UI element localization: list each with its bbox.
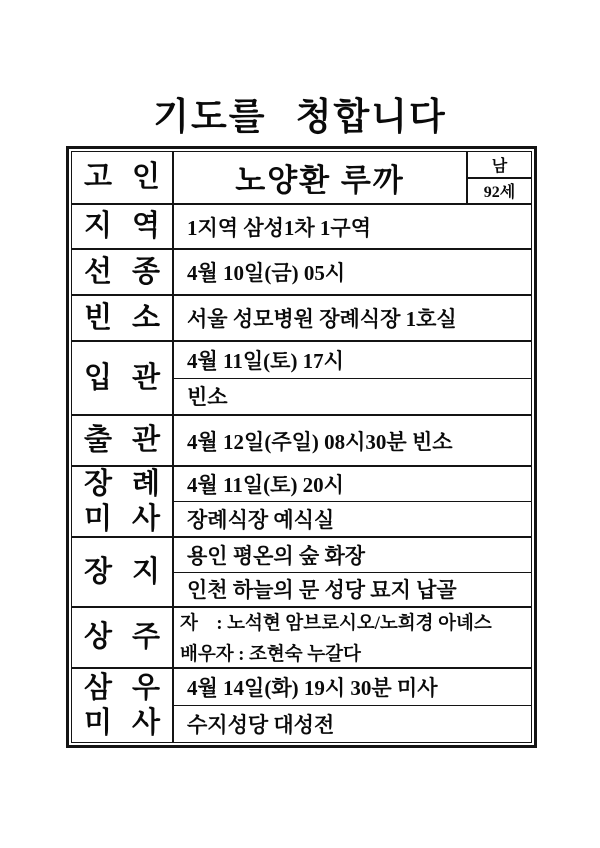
row-header-char: 관 — [131, 424, 160, 457]
row-header-char: 입 — [84, 361, 113, 394]
funeral-mass-place: 장례식장 예식실 — [174, 501, 531, 536]
funeral-notice-table — [66, 146, 537, 748]
row-header-char: 사 — [131, 502, 160, 535]
third-day-mass-datetime: 4월 14일(화) 19시 30분 미사 — [187, 676, 438, 700]
row-header-line — [84, 556, 160, 588]
row-header-casketing — [72, 342, 174, 414]
table-row-mortuary — [72, 296, 531, 342]
table-row-chief-mourners — [72, 608, 531, 669]
funeral-mass-cell — [174, 467, 531, 536]
row-header-line — [84, 503, 160, 535]
row-header-char: 우 — [131, 672, 160, 705]
third-day-mass-place: 수지성당 대성전 — [174, 705, 531, 742]
row-header-char: 빈 — [84, 301, 113, 334]
burial-site-cell — [174, 538, 531, 606]
row-header-death — [72, 250, 174, 294]
burial-site-ossuary: 인천 하늘의 문 성당 묘지 납골 — [174, 572, 531, 607]
gender-value: 남 — [468, 152, 531, 179]
table-row-casketing — [72, 342, 531, 416]
row-header-char: 지 — [84, 210, 113, 243]
page-title: 기도를 청합니다 — [153, 97, 447, 138]
row-header-char: 미 — [84, 502, 113, 535]
row-header-char: 종 — [131, 255, 160, 288]
row-header-char: 인 — [131, 161, 160, 194]
row-header-line — [84, 468, 160, 500]
gender-age-cell — [466, 152, 531, 203]
table-row-burial-site — [72, 538, 531, 608]
procession-cell — [174, 416, 531, 465]
row-header-line — [84, 362, 160, 394]
row-header-line — [84, 210, 160, 242]
row-header-procession — [72, 416, 174, 465]
funeral-mass-datetime: 4월 11일(토) 20시 — [187, 473, 344, 497]
row-header-line — [84, 161, 160, 193]
death-datetime: 4월 10일(금) 05시 — [187, 261, 346, 285]
row-header-char: 역 — [131, 210, 160, 243]
row-header-char: 출 — [84, 424, 113, 457]
table-row-region — [72, 205, 531, 250]
table-row-funeral-mass — [72, 467, 531, 538]
row-header-char: 주 — [131, 621, 160, 654]
row-header-char: 장 — [84, 468, 113, 501]
row-header-char: 소 — [131, 301, 160, 334]
table-row-third-day-mass — [72, 669, 531, 742]
row-header-deceased — [72, 152, 174, 203]
row-header-line — [84, 672, 160, 704]
age-value: 92세 — [483, 184, 516, 202]
row-header-line — [84, 621, 160, 653]
row-header-char: 사 — [131, 706, 160, 739]
table-row-procession — [72, 416, 531, 467]
procession-datetime: 4월 12일(주일) 08시30분 빈소 — [187, 429, 453, 454]
row-header-char: 삼 — [84, 672, 113, 705]
table-row-deceased — [72, 152, 531, 205]
chief-mourners-cell — [174, 608, 531, 667]
row-header-line — [84, 302, 160, 334]
row-header-third-day-mass — [72, 669, 174, 742]
mortuary-cell — [174, 296, 531, 340]
row-header-char: 미 — [84, 706, 113, 739]
region-value: 1지역 삼성1차 1구역 — [187, 215, 372, 240]
row-header-region — [72, 205, 174, 248]
casketing-cell — [174, 342, 531, 414]
row-header-char: 고 — [84, 161, 113, 194]
mourner-children: 자 : 노석현 암브로시오/노희경 아녜스 — [180, 614, 492, 634]
row-header-char: 지 — [131, 555, 160, 588]
row-header-char: 장 — [84, 555, 113, 588]
row-header-char: 상 — [84, 621, 113, 654]
third-day-mass-cell — [174, 669, 531, 742]
row-header-line — [84, 707, 160, 739]
row-header-mortuary — [72, 296, 174, 340]
burial-site-cremation: 용인 평온의 숲 화장 — [187, 543, 366, 568]
row-header-line — [84, 256, 160, 288]
chief-mourners-list — [174, 608, 531, 667]
casketing-datetime: 4월 11일(토) 17시 — [187, 348, 344, 373]
row-header-burial-site — [72, 538, 174, 606]
row-header-char: 례 — [131, 468, 160, 501]
mortuary-location: 서울 성모병원 장례식장 1호실 — [187, 307, 457, 331]
row-header-funeral-mass — [72, 467, 174, 536]
region-cell — [174, 205, 531, 248]
row-header-line — [84, 424, 160, 456]
mourner-spouse: 배우자 : 조현숙 누갈다 — [180, 645, 361, 665]
table-inner-border — [71, 151, 532, 743]
table-row-death — [72, 250, 531, 296]
row-header-char: 관 — [131, 361, 160, 394]
row-header-chief-mourners — [72, 608, 174, 667]
deceased-name-cell — [174, 152, 466, 203]
death-cell — [174, 250, 531, 294]
row-header-char: 선 — [84, 255, 113, 288]
deceased-name: 노양환 루까 — [235, 163, 405, 198]
casketing-place: 빈소 — [174, 378, 531, 415]
